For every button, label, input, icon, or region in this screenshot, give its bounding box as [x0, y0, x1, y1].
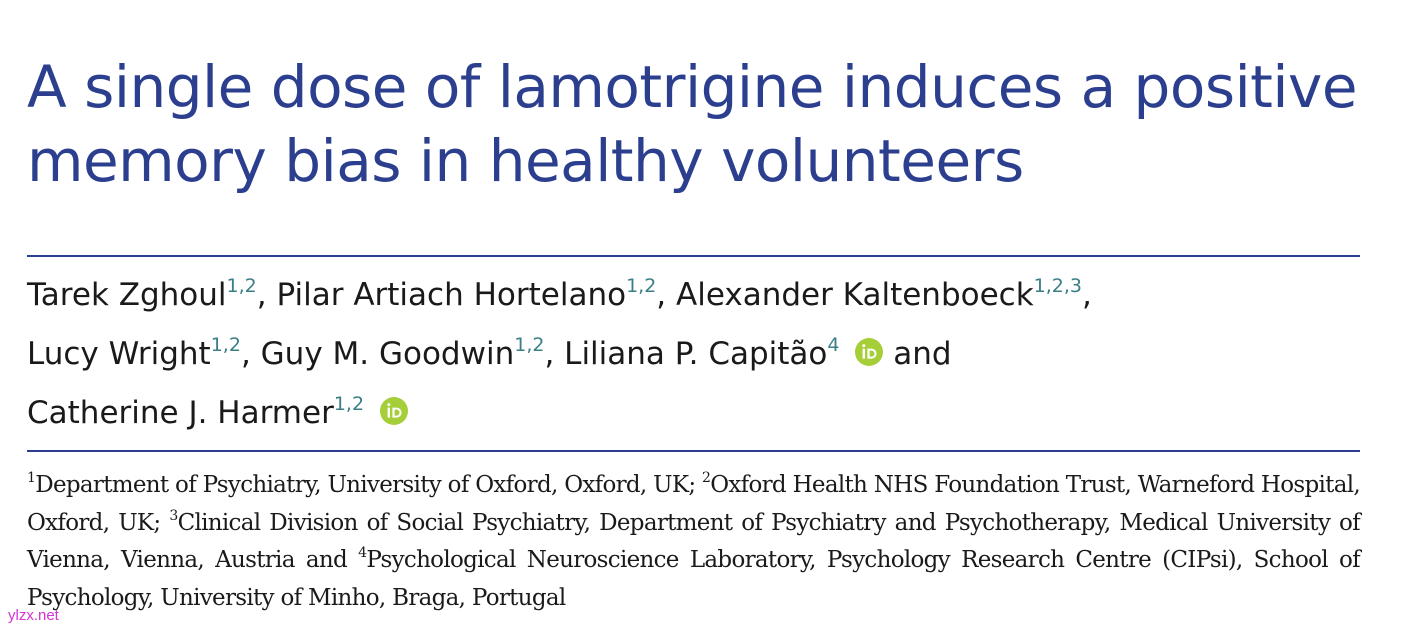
author-line-1 — [27, 266, 1347, 325]
author-list — [27, 266, 1347, 443]
orcid-icon[interactable] — [855, 338, 883, 366]
author-affiliation-marker: 1,2 — [514, 334, 545, 356]
author-separator: and — [883, 336, 952, 372]
author-name[interactable]: Guy M. Goodwin — [260, 336, 515, 372]
orcid-icon[interactable] — [380, 397, 408, 425]
affiliation-number: 3 — [169, 507, 178, 524]
author-name[interactable]: Tarek Zghoul — [27, 277, 227, 313]
author-affiliation-marker: 1,2 — [333, 393, 365, 415]
author-affiliation-marker: 1,2 — [626, 275, 657, 297]
author-name[interactable]: Alexander Kaltenboeck — [676, 277, 1034, 313]
article-title: A single dose of lamotrigine induces a positive memory bias in healthy volunteers — [27, 53, 1358, 195]
affiliation-number: 1 — [27, 470, 36, 486]
watermark: ylzx.net — [8, 607, 59, 624]
affiliation-text: Department of Psychiatry, University of Oxford, Oxford, UK; — [35, 472, 703, 498]
author-divider — [27, 450, 1360, 452]
author-affiliation-marker: 1,2,3 — [1033, 275, 1083, 297]
affiliation-number: 4 — [358, 545, 367, 561]
affiliation-text: Oxford Health NHS Foundation Trust, Warneford Hospital, Oxford, UK; — [27, 472, 1361, 536]
author-affiliation-marker: 1,2 — [226, 275, 257, 297]
title-divider — [27, 255, 1360, 257]
author-affiliation-marker: 4 — [827, 334, 840, 356]
author-separator: , — [656, 277, 676, 313]
author-affiliation-marker: 1,2 — [210, 334, 241, 356]
author-separator: , — [240, 336, 261, 372]
affiliation-text: Clinical Division of Social Psychiatry, Department of Psychiatry and Psychotherapy, Medical University of Vienna, Vienna, Austria and — [27, 509, 1360, 573]
author-separator: , — [544, 336, 565, 372]
affiliation-text: Psychological Neuroscience Laboratory, Psychology Research Centre (CIPsi), School of Psychology, University of Minho, Braga, Portugal — [27, 547, 1360, 611]
author-separator: , — [1082, 277, 1092, 313]
affiliations-block — [27, 467, 1360, 617]
affiliation-number: 2 — [702, 470, 711, 486]
author-name[interactable]: Pilar Artiach Hortelano — [276, 277, 627, 313]
author-line-2 — [27, 325, 1347, 384]
author-name[interactable]: Lucy Wright — [27, 336, 211, 372]
author-line-3 — [27, 384, 1347, 443]
author-name[interactable]: Catherine J. Harmer — [27, 395, 334, 431]
author-name[interactable]: Liliana P. Capitão — [564, 336, 828, 372]
author-separator: , — [256, 277, 277, 313]
